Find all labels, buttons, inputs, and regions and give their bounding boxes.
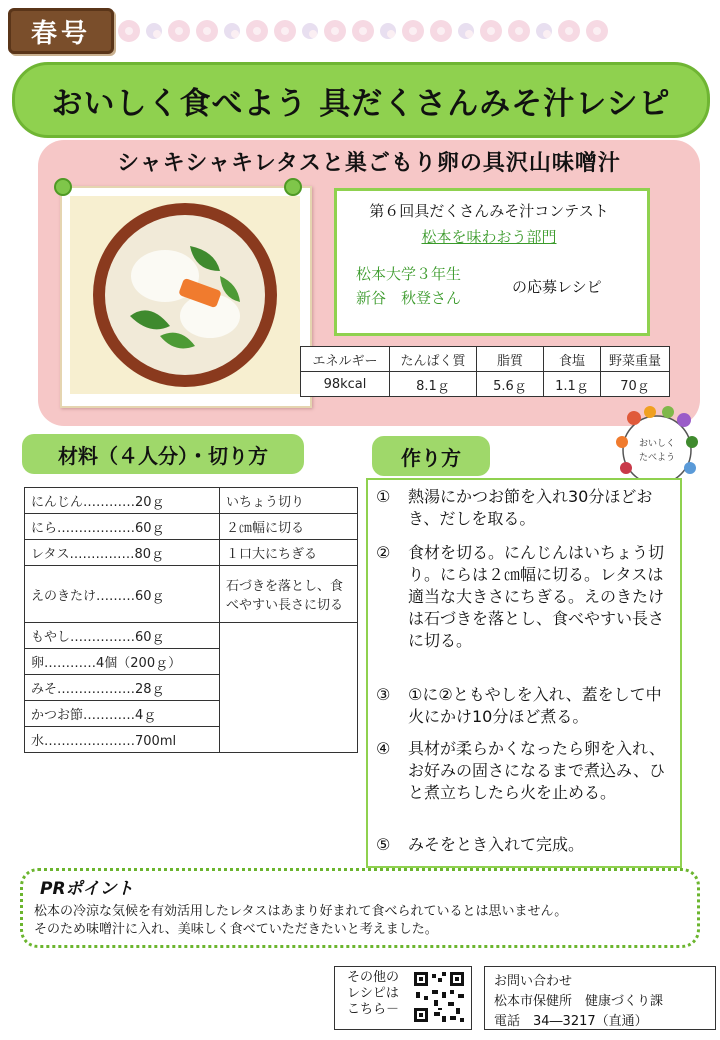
nutrition-value-row xyxy=(301,372,670,397)
ingredient-item: にら………………60ｇ xyxy=(25,514,220,540)
ingredient-item: 卵…………4個（200ｇ） xyxy=(25,649,220,675)
entry-label: の応募レシピ xyxy=(512,278,602,296)
table-row xyxy=(25,488,358,514)
qr-code-icon[interactable] xyxy=(412,970,466,1024)
step-text: 熱湯にかつお節を入れ30分ほどおき、だしを取る。 xyxy=(408,487,653,528)
step-text: みそをとき入れて完成。 xyxy=(408,835,585,854)
ingredient-item: にんじん…………20ｇ xyxy=(25,488,220,514)
nutrition-value: 70ｇ xyxy=(601,372,670,397)
step-text: 食材を切る。にんじんはいちょう切り。にらは２㎝幅に切る。レタスは適当な大きさにちぎる。えのきたけは石づきを落とし、食べやすい長さに切る。 xyxy=(408,543,665,650)
nutrition-value: 1.1ｇ xyxy=(544,372,601,397)
method-box xyxy=(366,478,682,868)
ingredient-item: もやし……………60ｇ xyxy=(25,623,220,649)
ingredients-header: 材料（４人分）・切り方 xyxy=(22,434,304,474)
contact-org: 松本市保健所 健康づくり課 xyxy=(494,994,664,1009)
table-row xyxy=(25,623,358,649)
nutrition-header-row xyxy=(301,347,670,372)
nutrition-header: たんぱく質 xyxy=(390,347,477,372)
method-step xyxy=(376,684,670,728)
main-title: おいしく食べよう 具だくさんみそ汁レシピ xyxy=(12,62,710,138)
ingredient-item: みそ………………28ｇ xyxy=(25,675,220,701)
contest-name: 第６回具だくさんみそ汁コンテスト xyxy=(369,202,609,220)
contact-title: お問い合わせ xyxy=(494,974,573,989)
nutrition-header: 野菜重量 xyxy=(601,347,670,372)
pr-text-line: 松本の冷涼な気候を有効活用したレタスはあまり好まれて食べられているとは思いません。 xyxy=(34,904,568,919)
recipe-title: シャキシャキレタスと巣ごもり卵の具沢山味噌汁 xyxy=(117,151,621,176)
ingredients-table xyxy=(24,487,358,753)
pin-icon xyxy=(54,178,72,196)
method-header: 作り方 xyxy=(372,436,490,476)
author-info xyxy=(356,262,461,310)
miso-soup-photo xyxy=(70,196,300,394)
ingredient-cut: １口大にちぎる xyxy=(220,540,358,566)
flower-decoration xyxy=(118,14,678,48)
season-tag: 春号 xyxy=(8,8,114,54)
step-text: ①に②ともやしを入れ、蓋をして中火にかけ10分ほど煮る。 xyxy=(408,685,662,726)
step-number: ④ xyxy=(376,739,391,758)
nutrition-header: エネルギー xyxy=(301,347,390,372)
ingredient-item: 水…………………700ml xyxy=(25,727,220,753)
contest-division: 松本を味わおう部門 xyxy=(421,228,557,246)
nutrition-value: 8.1ｇ xyxy=(390,372,477,397)
ingredient-item: えのきたけ………60ｇ xyxy=(25,566,220,623)
vegetable-badge-logo xyxy=(612,402,702,490)
nutrition-header: 食塩 xyxy=(544,347,601,372)
ingredient-item: かつお節…………4ｇ xyxy=(25,701,220,727)
step-number: ⑤ xyxy=(376,835,391,854)
step-number: ③ xyxy=(376,685,391,704)
method-step xyxy=(376,738,670,804)
ingredient-item: レタス……………80ｇ xyxy=(25,540,220,566)
table-row xyxy=(25,514,358,540)
nutrition-header: 脂質 xyxy=(477,347,544,372)
author-affiliation: 松本大学３年生 xyxy=(356,265,462,283)
ingredient-cut: 石づきを落とし、食べやすい長さに切る xyxy=(220,566,358,623)
pr-text-line: そのため味噌汁に入れ、美味しく食べていただきたいと考えました。 xyxy=(34,922,438,937)
pr-title: PRポイント xyxy=(40,879,134,899)
nutrition-table xyxy=(300,346,670,397)
ingredient-cut: ２㎝幅に切る xyxy=(220,514,358,540)
author-name: 新谷 秋登さん xyxy=(356,289,462,307)
step-text: 具材が柔らかくなったら卵を入れ、お好みの固さになるまで煮込み、ひと煮立ちしたら火を止める。 xyxy=(408,739,665,802)
contact-phone: 電話 34―3217（直通） xyxy=(494,1014,648,1029)
ingredient-cut: いちょう切り xyxy=(220,488,358,514)
table-row xyxy=(25,566,358,623)
step-number: ② xyxy=(376,543,391,562)
method-step xyxy=(376,834,670,856)
svg-text:おいしく: おいしく xyxy=(638,439,676,449)
nutrition-value: 5.6ｇ xyxy=(477,372,544,397)
step-number: ① xyxy=(376,487,391,506)
ingredient-cut-empty xyxy=(220,623,358,753)
pin-icon xyxy=(284,178,302,196)
more-recipes-label: その他の レシピは こちら－ xyxy=(346,970,399,1017)
table-row xyxy=(25,540,358,566)
method-step xyxy=(376,542,670,652)
method-step xyxy=(376,486,670,530)
nutrition-value: 98kcal xyxy=(301,372,390,397)
svg-text:たべよう: たべよう xyxy=(638,453,676,463)
